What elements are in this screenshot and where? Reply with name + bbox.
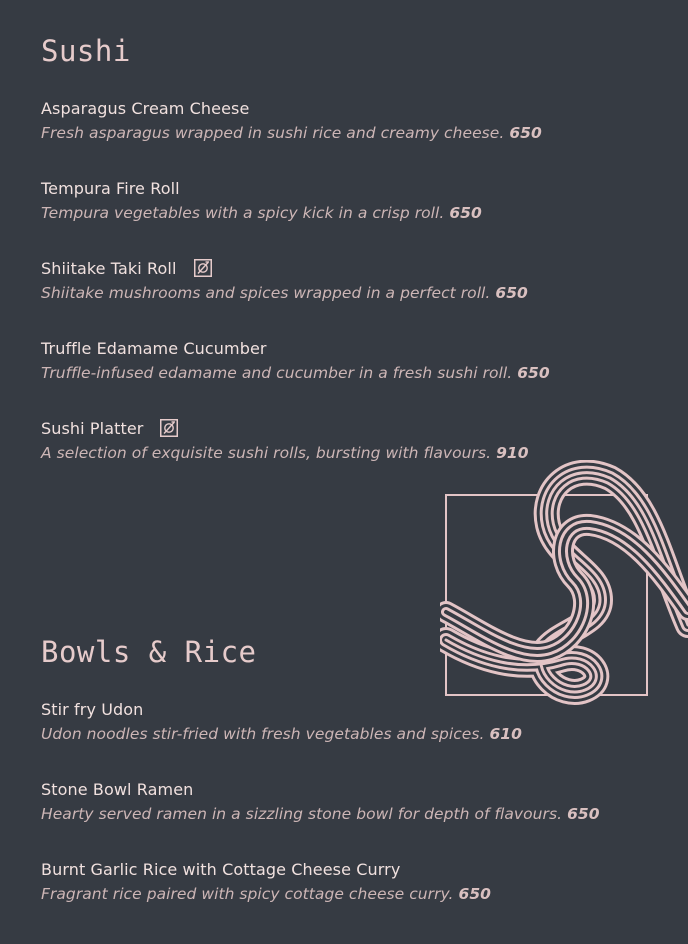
menu-item xyxy=(41,698,661,743)
section-title-sushi: Sushi xyxy=(41,34,131,68)
no-chopsticks-icon xyxy=(194,259,212,277)
item-name: Truffle Edamame Cucumber xyxy=(41,338,267,358)
item-description: Truffle-infused edamame and cucumber in a fresh sushi roll. 650 xyxy=(41,364,550,382)
item-price: 650 xyxy=(449,204,482,222)
item-name: Stone Bowl Ramen xyxy=(41,779,194,799)
item-price: 650 xyxy=(458,885,492,903)
item-description: Hearty served ramen in a sizzling stone bowl for depth of flavours. 650 xyxy=(41,805,600,823)
menu-item xyxy=(41,417,661,462)
item-description: Fragrant rice paired with spicy cottage cheese curry. 650 xyxy=(41,885,492,903)
no-chopsticks-icon xyxy=(160,419,178,437)
menu-item xyxy=(41,778,661,823)
item-price: 610 xyxy=(489,725,522,743)
item-name: Asparagus Cream Cheese xyxy=(41,98,250,118)
item-price: 650 xyxy=(517,364,550,382)
item-name: Shiitake Taki Roll xyxy=(41,258,177,278)
noodle-swirl-illustration xyxy=(440,460,688,710)
item-price: 650 xyxy=(567,805,600,823)
item-name: Tempura Fire Roll xyxy=(41,178,180,198)
menu-item xyxy=(41,337,661,382)
item-description: Shiitake mushrooms and spices wrapped in a perfect roll. 650 xyxy=(41,284,528,302)
menu-item xyxy=(41,177,661,222)
section-title-bowls-rice: Bowls & Rice xyxy=(41,635,257,669)
item-name: Burnt Garlic Rice with Cottage Cheese Curry xyxy=(41,859,401,879)
menu-item xyxy=(41,97,661,142)
item-description: Tempura vegetables with a spicy kick in a crisp roll. 650 xyxy=(41,204,482,222)
item-name: Stir fry Udon xyxy=(41,699,144,719)
item-description: Fresh asparagus wrapped in sushi rice and creamy cheese. 650 xyxy=(41,124,542,142)
menu-item xyxy=(41,257,661,302)
item-price: 910 xyxy=(496,444,529,462)
item-description: A selection of exquisite sushi rolls, bursting with flavours. 910 xyxy=(41,444,529,462)
menu-item xyxy=(41,858,661,903)
item-price: 650 xyxy=(495,284,528,302)
item-description: Udon noodles stir-fried with fresh vegetables and spices. 610 xyxy=(41,725,522,743)
item-name: Sushi Platter xyxy=(41,418,144,438)
item-price: 650 xyxy=(509,124,542,142)
